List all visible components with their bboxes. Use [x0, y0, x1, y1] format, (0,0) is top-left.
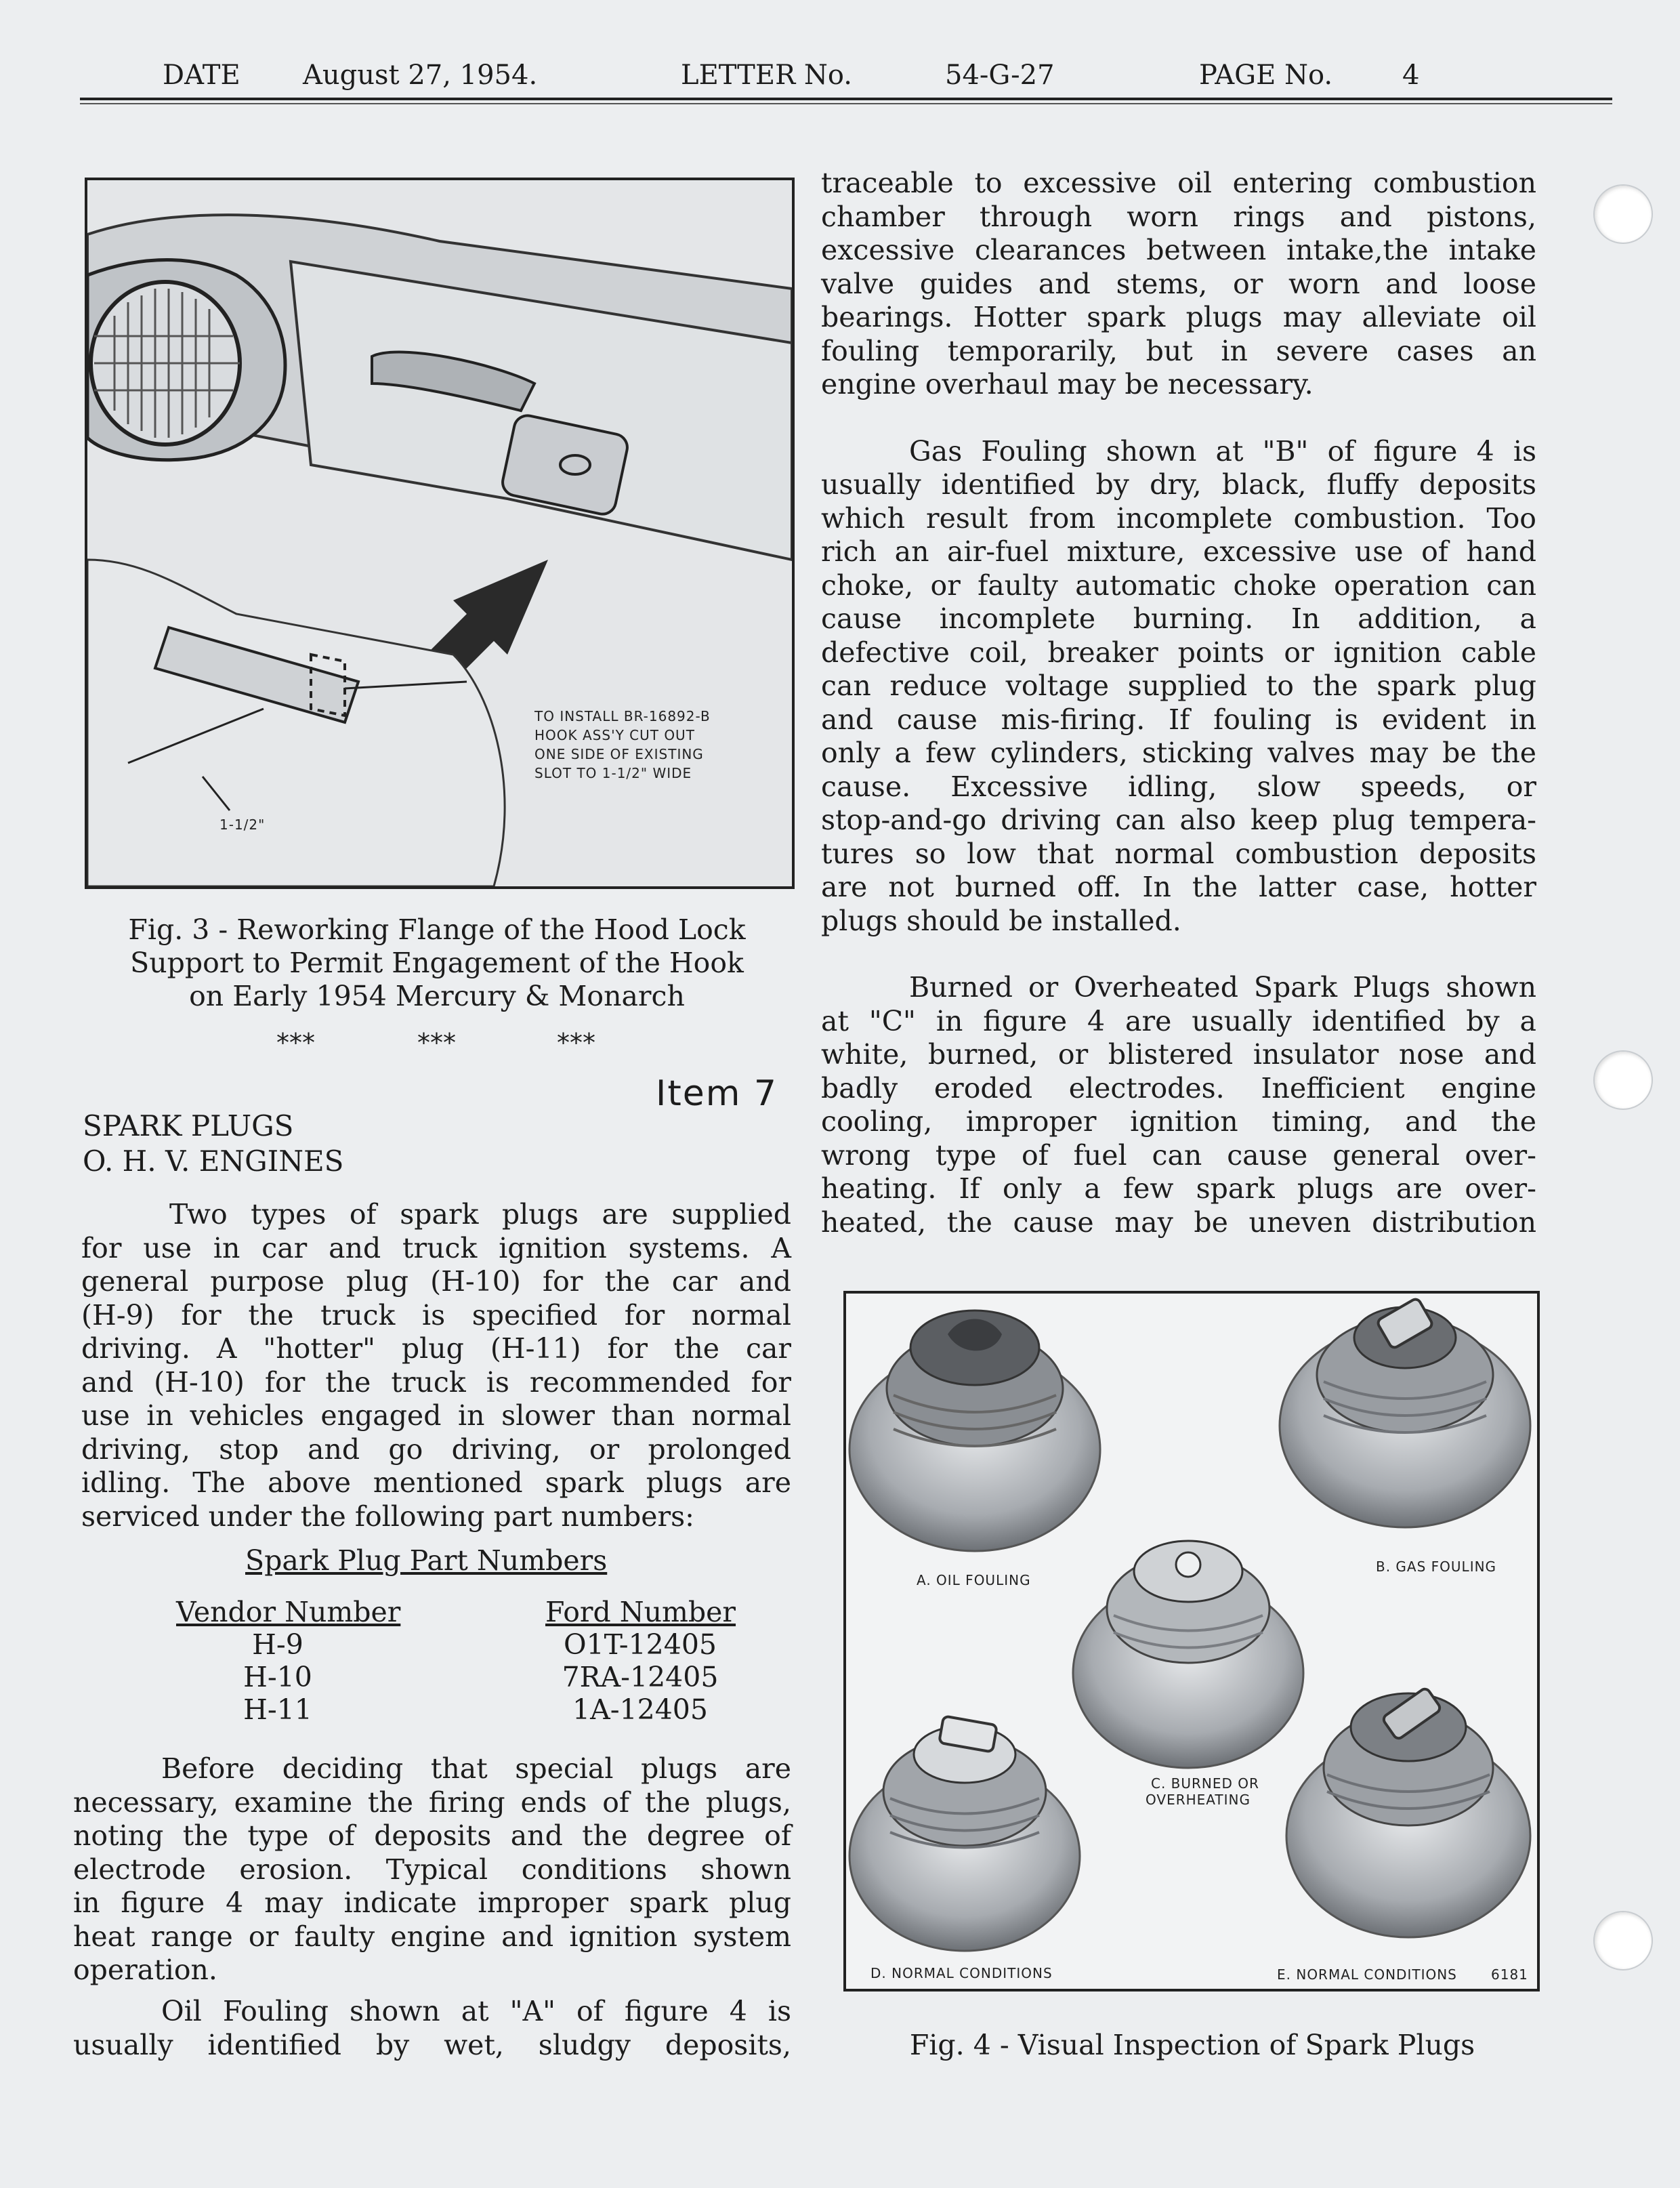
fig3-caption-line-2: Support to Permit Engagement of the Hook	[130, 947, 744, 979]
binder-hole-top	[1593, 184, 1653, 244]
header-rule	[80, 98, 1612, 100]
text-line: defective coil, breaker points or ignition cable	[821, 636, 1536, 669]
text-line: use in vehicles engaged in slower than normal	[81, 1399, 791, 1432]
date-label: DATE	[163, 60, 240, 91]
text-line: cause incomplete burning. In addition, a	[821, 602, 1536, 635]
text-line: wrong type of fuel can cause general over-	[821, 1138, 1536, 1172]
text-line: can reduce voltage supplied to the spark plug	[821, 669, 1536, 702]
figure-3-illustration	[85, 178, 795, 889]
fig4-label-b: B. GAS FOULING	[1376, 1559, 1497, 1575]
spark-plug-photos	[846, 1294, 1537, 1989]
text-line: tures so low that normal combustion deposits	[821, 837, 1536, 870]
text-line: Oil Fouling shown at "A" of figure 4 is	[161, 1995, 791, 2027]
text-line: bearings. Hotter spark plugs may alleviate oil	[821, 301, 1536, 333]
fig4-label-e: E. NORMAL CONDITIONS	[1277, 1966, 1457, 1983]
text-line: rich an air-fuel mixture, excessive use of hand	[821, 535, 1536, 568]
separator-stars-1: ***	[276, 1028, 315, 1058]
text-line: heat range or faulty engine and ignition system	[73, 1920, 791, 1953]
text-line: choke, or faulty automatic choke operation can	[821, 569, 1536, 602]
text-line: heating. If only a few spark plugs are over-	[821, 1172, 1536, 1205]
fig3-dimension: 1-1/2"	[219, 817, 266, 833]
text-line: fouling temporarily, but in severe cases an	[821, 334, 1536, 367]
table-header-vendor: Vendor Number	[176, 1596, 401, 1628]
text-line: and (H-10) for the truck is recommended for	[81, 1365, 791, 1399]
text-line: valve guides and stems, or worn and loose	[821, 267, 1536, 300]
page-label: PAGE No.	[1199, 60, 1333, 91]
text-line: necessary, examine the firing ends of the plugs,	[73, 1786, 791, 1819]
fig3-callout-line-4: SLOT TO 1-1/2" WIDE	[534, 765, 692, 781]
fig3-caption-line-3: on Early 1954 Mercury & Monarch	[189, 980, 685, 1012]
text-line: cause. Excessive idling, slow speeds, or	[821, 770, 1536, 803]
fig4-label-c-line-2: OVERHEATING	[1146, 1792, 1251, 1808]
fig3-callout-line-1: TO INSTALL BR-16892-B	[534, 708, 711, 724]
text-line: idling. The above mentioned spark plugs are	[81, 1466, 791, 1499]
plug-e-normal	[1286, 1687, 1530, 1937]
text-line: engine overhaul may be necessary.	[821, 368, 1314, 400]
right-column	[821, 167, 1536, 1239]
text-line: at "C" in figure 4 are usually identified by a	[821, 1004, 1536, 1037]
table-title: Spark Plug Part Numbers	[245, 1544, 608, 1577]
letter-label: LETTER No.	[681, 60, 852, 91]
text-line: operation.	[73, 1954, 217, 1986]
binder-hole-bottom	[1593, 1911, 1653, 1970]
table-cell-ford: 7RA-12405	[562, 1661, 719, 1693]
plug-d-normal	[849, 1716, 1080, 1951]
left-paragraph-3	[73, 1995, 791, 2062]
table-header-ford: Ford Number	[545, 1596, 736, 1628]
fig3-callout	[534, 708, 711, 781]
text-line: cooling, improper ignition timing, and the	[821, 1105, 1536, 1138]
fig3-caption-line-1: Fig. 3 - Reworking Flange of the Hood Lock	[128, 913, 746, 946]
page-value: 4	[1402, 60, 1420, 91]
item-number: Item 7	[656, 1073, 778, 1114]
left-paragraph-2	[73, 1752, 791, 1987]
text-line: driving. A "hotter" plug (H-11) for the car	[81, 1332, 791, 1365]
header-rule-thin	[80, 103, 1612, 104]
text-line: usually identified by dry, black, fluffy deposits	[821, 468, 1536, 501]
spark-plug-part-numbers-table	[81, 1544, 791, 1747]
figure-4-caption: Fig. 4 - Visual Inspection of Spark Plugs	[909, 2029, 1475, 2061]
text-line: heated, the cause may be uneven distribution	[821, 1205, 1536, 1239]
text-line: Before deciding that special plugs are	[161, 1752, 791, 1785]
text-line: which result from incomplete combustion. Too	[821, 501, 1536, 535]
text-line: chamber through worn rings and pistons,	[821, 200, 1536, 233]
table-cell-vendor: H-11	[243, 1693, 312, 1726]
text-line: white, burned, or blistered insulator nose and	[821, 1038, 1536, 1071]
text-line: Gas Fouling shown at "B" of figure 4 is	[909, 434, 1536, 468]
fig3-callout-line-2: HOOK ASS'Y CUT OUT	[534, 727, 695, 743]
date-value: August 27, 1954.	[303, 60, 538, 91]
text-line: stop-and-go driving can also keep plug tempera-	[821, 804, 1536, 836]
separator-stars-2: ***	[417, 1028, 456, 1058]
text-line: noting the type of deposits and the degree of	[73, 1819, 791, 1852]
text-line: Two types of spark plugs are supplied	[169, 1198, 791, 1231]
text-line: serviced under the following part numbers:	[81, 1500, 694, 1533]
text-line: driving, stop and go driving, or prolonged	[81, 1432, 791, 1466]
text-line: excessive clearances between intake,the intake	[821, 234, 1536, 266]
table-cell-vendor: H-9	[252, 1628, 303, 1661]
plug-a-oil-fouling	[849, 1310, 1100, 1551]
text-line: are not burned off. In the latter case, hotter	[821, 871, 1536, 903]
fig3-callout-line-3: ONE SIDE OF EXISTING	[534, 746, 704, 762]
text-line: for use in car and truck ignition systems. A	[81, 1231, 791, 1264]
text-line: usually identified by wet, sludgy deposits,	[73, 2028, 791, 2061]
figure-4-photo	[843, 1291, 1540, 1991]
fig4-label-a: A. OIL FOULING	[917, 1572, 1031, 1588]
separator-stars-3: ***	[557, 1028, 595, 1058]
right-paragraph-2	[821, 435, 1536, 938]
right-paragraph-1	[821, 167, 1536, 402]
hood-lock-drawing	[87, 180, 792, 886]
binder-hole-middle	[1593, 1050, 1653, 1110]
text-line: in figure 4 may indicate improper spark plug	[73, 1886, 791, 1919]
left-paragraph-1	[81, 1198, 791, 1533]
section-title: SPARK PLUGS	[83, 1109, 294, 1142]
plug-b-gas-fouling	[1280, 1298, 1530, 1527]
section-heading	[83, 1109, 343, 1179]
text-line: traceable to excessive oil entering combustion	[821, 167, 1536, 199]
table-cell-vendor: H-10	[243, 1661, 312, 1693]
section-subtitle: O. H. V. ENGINES	[83, 1144, 344, 1178]
right-paragraph-3	[821, 971, 1536, 1239]
text-line: electrode erosion. Typical conditions shown	[73, 1853, 791, 1886]
text-line: and cause mis-firing. If fouling is evident in	[821, 703, 1536, 736]
table-cell-ford: O1T-12405	[563, 1628, 717, 1661]
fig4-label-c-line-1: C. BURNED OR	[1151, 1775, 1259, 1792]
table-cell-ford: 1A-12405	[572, 1693, 708, 1726]
fig4-label-d: D. NORMAL CONDITIONS	[870, 1965, 1053, 1981]
fig4-code: 6181	[1491, 1966, 1528, 1983]
text-line: badly eroded electrodes. Inefficient engine	[821, 1071, 1536, 1105]
letter-value: 54-G-27	[945, 60, 1055, 91]
plug-c-burned	[1073, 1541, 1303, 1768]
text-line: (H-9) for the truck is specified for normal	[81, 1298, 791, 1332]
text-line: plugs should be installed.	[821, 904, 1181, 937]
text-line: Burned or Overheated Spark Plugs shown	[909, 971, 1536, 1004]
text-line: only a few cylinders, sticking valves may be the	[821, 737, 1536, 769]
text-line: general purpose plug (H-10) for the car and	[81, 1265, 791, 1298]
figure-3-caption	[85, 913, 789, 1013]
